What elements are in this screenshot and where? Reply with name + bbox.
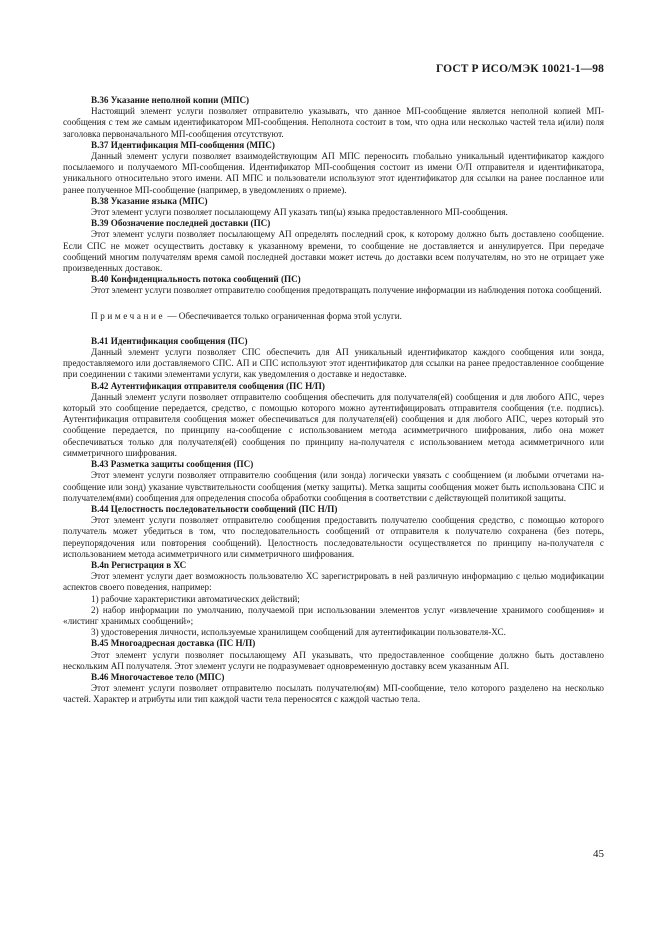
section-text-b37: Данный элемент услуги позволяет взаимодействующим АП МПС переносить глобально уникальный идентификатор каждого посылаемого и получаемого МП-сообщения. Идентификатор МП-сообщения состоит из имени О/П отправителя и идентификатора, уникального относительно этого имени. АП МПС и пользователи используют этот идентификатор для ссылки на ранее посланное или ранее полученное МП-сообщение (например, в уведомлениях о приеме). xyxy=(63,151,604,195)
page-number: 45 xyxy=(593,848,604,860)
note-text: — Обеспечивается только ограниченная форма этой услуги. xyxy=(165,310,402,321)
section-title-b38: B.38 Указание языка (МПС) xyxy=(91,195,208,206)
document-body xyxy=(63,95,604,706)
section-title-b36: B.36 Указание неполной копии (МПС) xyxy=(91,95,250,105)
list-item: 2) набор информации по умолчанию, получаемой при использовании элементов услуг «извлечение хранимого сообщения» и «листинг хранимых сообщений»; xyxy=(63,604,604,626)
section-title-b37: B.37 Идентификация МП-сообщения (МПС) xyxy=(91,139,275,150)
section-text-b36: Настоящий элемент услуги позволяет отправителю указывать, что данное МП-сообщение является неполной копией МП-сообщения с тем же самым идентификатором МП-сообщения. Неполнота состоит в том, что одна или несколько частей тела и(или) поля заголовка первоначального МП-сообщения отсутствуют. xyxy=(63,106,604,139)
section-title-b39: B.39 Обозначение последней доставки (ПС) xyxy=(91,218,271,229)
section-text-b41: Данный элемент услуги позволяет СПС обеспечить для АП уникальный идентификатор каждого сообщения или зонда, предоставляемого или доставляемого СПС. АП и СПС используют этот идентификатор для ссылки на ранее предоставленное сообщение при соединении с такими элементами услуги, как уведомления о доставке и недоставке. xyxy=(63,347,604,380)
section-title-b41: B.41 Идентификация сообщения (ПС) xyxy=(91,335,248,346)
section-text-b46: Этот элемент услуги позволяет отправителю посылать получателю(ям) МП-сообщение, тело которого разделено на несколько частей. Характер и атрибуты или тип каждой части тела переносятся с каждой частью тела. xyxy=(63,683,604,705)
note xyxy=(63,311,604,322)
section-title-b45: B.45 Многоадресная доставка (ПС Н/П) xyxy=(91,638,256,649)
note-label: Примечание xyxy=(91,310,166,321)
list-item: 3) удостоверения личности, используемые хранилищем сообщений для аутентификации пользователя-ХС. xyxy=(91,627,506,638)
section-text-b43: Этот элемент услуги позволяет отправителю сообщения (или зонда) логически увязать с сообщением (и любыми отчетами на-сообщение или зонд) указание чувствительности сообщения (метку защиты). Метка защиты сообщения может быть использована СПС и получателем(ями) сообщения для определения способа обработки сообщения в соответствии с действующей политикой защиты. xyxy=(63,470,604,503)
list-item: 1) рабочие характеристики автоматических действий; xyxy=(91,593,300,604)
section-text-b39: Этот элемент услуги позволяет посылающему АП определять последний срок, к которому должно быть доставлено сообщение. Если СПС не может осуществить доставку к указанному времени, то сообщение не доставляется и аннулируется. При передаче сообщений многим получателям время самой последней доставки может истечь до доставки всем получателям, но это не отрицает уже произведенных доставок. xyxy=(63,229,604,274)
document-header: ГОСТ Р ИСО/МЭК 10021-1—98 xyxy=(436,63,604,75)
section-title-b46: B.46 Многочастевое тело (МПС) xyxy=(91,671,225,682)
section-text-b38: Этот элемент услуги позволяет посылающему АП указать тип(ы) языка предоставленного МП-сообщения. xyxy=(91,207,508,218)
section-text-b42: Данный элемент услуги позволяет отправителю сообщения обеспечить для получателя(ей) сообщения и для любого АПС, через который это сообщение передается, средство, с помощью которого можно аутентифицировать отправителя сообщения (т.е. подпись). Аутентификация отправителя сообщения может обеспечиваться для получателя(ей) сообщения и для любого АПС, через который это сообщение передается, по принципу на-сообщение с использованием метода асимметричного шифрования, либо она может обеспечиваться только для получателя(ей) сообщения по принципу на-получателя с использованием метода асимметричного или симметричного шифрования. xyxy=(63,391,604,458)
section-text-b45: Этот элемент услуги позволяет посылающему АП указывать, что предоставленное сообщение должно быть доставлено нескольким АП получателя. Этот элемент услуги не подразумевает одновременную доставку всем указанным АП. xyxy=(63,649,604,671)
section-title-b43: B.43 Разметка защиты сообщения (ПС) xyxy=(91,459,254,470)
section-text-b4n: Этот элемент услуги дает возможность пользователю ХС зарегистрировать в ней различную информацию с целью модификации аспектов своего поведения, например: xyxy=(63,571,604,593)
section-title-b42: B.42 Аутентификация отправителя сообщения (ПС Н/П) xyxy=(91,380,325,391)
section-title-b4n: B.4n Регистрация в ХС xyxy=(91,559,187,570)
section-text-b44: Этот элемент услуги позволяет отправителю сообщения предоставить получателю сообщения средство, с помощью которого получатель может убедиться в том, что последовательность сообщений от отправителя к получателю сохранена (без потерь, переупорядочения или повторения сообщений). Целостность последовательности осуществляется по принципу на-получателя с использованием метода асимметричного или симметричного шифрования. xyxy=(63,515,604,559)
section-title-b44: B.44 Целостность последовательности сообщений (ПС Н/П) xyxy=(91,503,338,514)
section-text-b40: Этот элемент услуги позволяет отправителю сообщения предотвращать получение информации из наблюдения потока сообщений. xyxy=(91,285,602,296)
section-title-b40: B.40 Конфиденциальность потока сообщений (ПС) xyxy=(91,274,301,285)
